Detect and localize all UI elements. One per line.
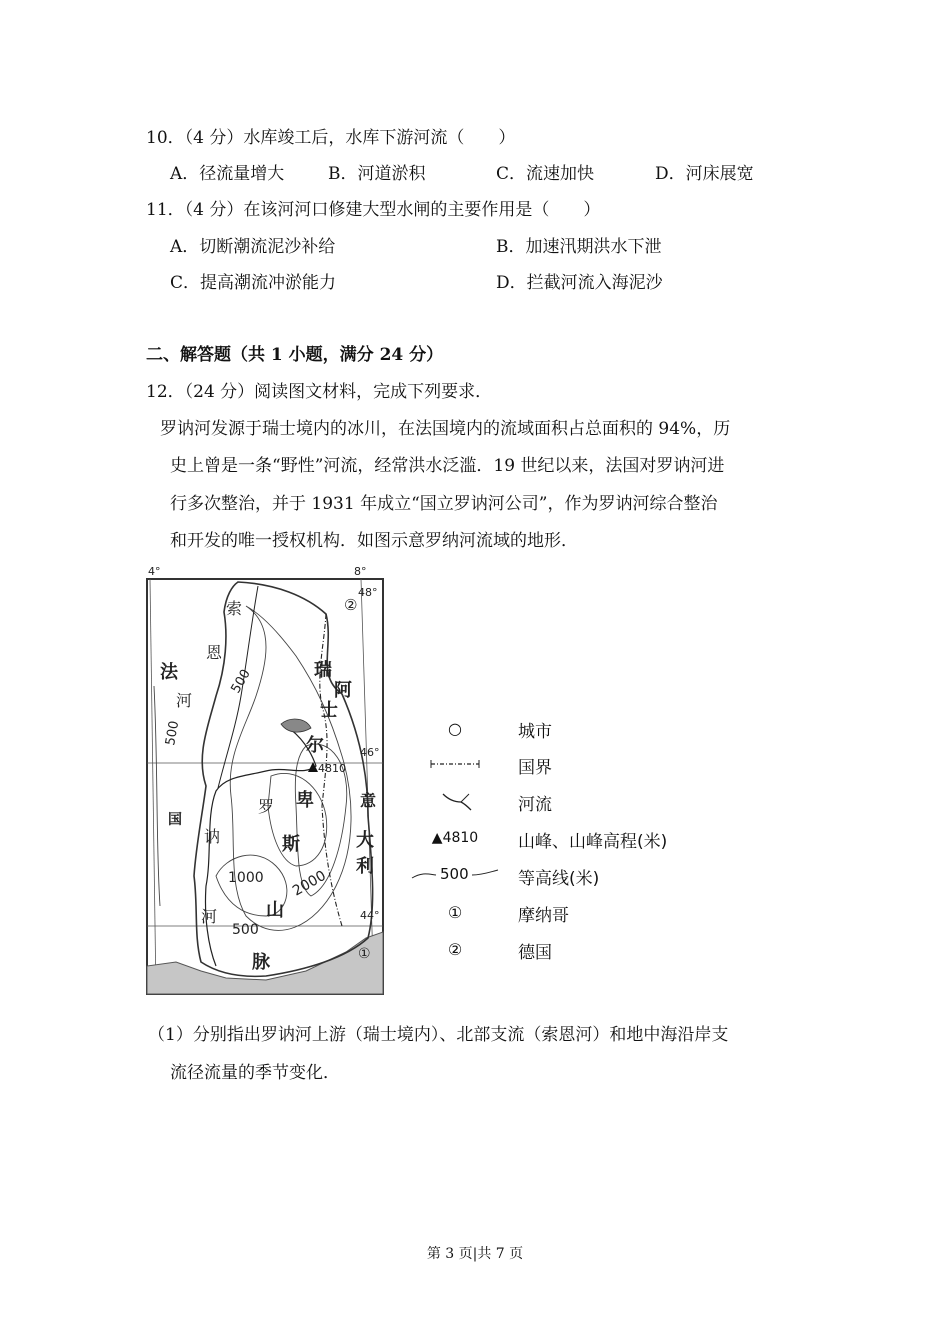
label-italy-2: 大: [356, 830, 374, 851]
marker-2-icon: ②: [447, 939, 463, 959]
map-frame: [147, 579, 383, 994]
legend-item-border: [410, 751, 730, 777]
label-alps-1: 阿: [334, 680, 352, 701]
label-france-2: 国: [168, 812, 182, 828]
peak-elevation-label: 4810: [318, 762, 346, 775]
legend-item-monaco: [410, 899, 730, 925]
legend-item-germany: [410, 936, 730, 962]
lat-label-48: 48°: [358, 586, 378, 599]
marker-1-icon: ①: [447, 902, 463, 922]
passage-line-1: 罗讷河发源于瑞士境内的冰川，在法国境内的流域面积占总面积的 94%，历: [160, 419, 731, 439]
contour-label-2000: 2000: [290, 867, 329, 900]
lon-label-4: 4°: [148, 566, 161, 578]
label-alps-5: 山: [266, 900, 284, 921]
contour-label-500-b: 500: [163, 719, 183, 747]
lat-label-44: 44°: [360, 909, 380, 922]
label-switzerland-1: 瑞: [314, 660, 332, 681]
legend-label-contour: 等高线(米): [518, 869, 600, 889]
legend-label-river: 河流: [518, 795, 552, 815]
label-alps-4: 斯: [282, 834, 300, 855]
border-line-icon: [410, 751, 500, 777]
rhone-basin-map: [146, 566, 386, 996]
contour-line-icon: [410, 862, 500, 888]
q11-option-c: C．提高潮流冲淤能力: [170, 273, 337, 293]
section-heading: 二、解答题（共 1 小题，满分 24 分）: [146, 345, 444, 365]
contour-legend-value: 500: [440, 865, 469, 883]
contour-label-500-c: 500: [232, 922, 259, 938]
label-rhone-1: 罗: [258, 797, 275, 816]
legend-label-border: 国界: [518, 758, 552, 778]
label-alps-3: 卑: [296, 790, 314, 811]
q12-stem: 12．（24 分）阅读图文材料，完成下列要求．: [146, 382, 493, 402]
contour-label-500-a: 500: [228, 666, 254, 696]
label-saone-1: 索: [226, 599, 243, 618]
page-footer: 第 3 页|共 7 页: [426, 1246, 524, 1262]
label-alps-6: 脉: [252, 952, 270, 973]
legend-item-river: [410, 788, 730, 814]
q11-option-b: B．加速汛期洪水下泄: [496, 237, 662, 257]
legend-label-germany: 德国: [518, 943, 552, 963]
marker-monaco: ①: [358, 946, 371, 962]
q11-option-a: A．切断潮流泥沙补给: [170, 237, 336, 257]
sub1-line-2: 流径流量的季节变化．: [170, 1063, 340, 1083]
label-alps-2: 尔: [306, 735, 324, 756]
sub1-line-1: （1）分别指出罗讷河上游（瑞士境内）、北部支流（索恩河）和地中海沿岸支: [148, 1025, 729, 1045]
lon-label-8: 8°: [354, 566, 367, 578]
label-saone-2: 恩: [206, 643, 223, 662]
label-saone-3: 河: [176, 691, 193, 710]
label-italy-3: 利: [356, 856, 374, 877]
passage-line-3: 行多次整治，并于 1931 年成立“国立罗讷河公司”，作为罗讷河综合整治: [170, 494, 718, 514]
legend-label-peak: 山峰、山峰高程(米): [518, 832, 668, 852]
label-switzerland-2: 士: [320, 700, 338, 721]
q10-stem: 10．（4 分）水库竣工后，水库下游河流（ ）: [146, 128, 516, 148]
q11-option-d: D．拦截河流入海泥沙: [496, 273, 663, 293]
passage-line-2: 史上曾是一条“野性”河流，经常洪水泛滥．19 世纪以来，法国对罗讷河进: [170, 456, 725, 476]
label-france-1: 法: [160, 662, 178, 683]
river-line-icon: [410, 788, 500, 814]
legend-item-city: [410, 715, 730, 741]
legend-item-contour: [410, 862, 730, 888]
label-italy-1: 意: [360, 791, 377, 810]
contour-label-1000: 1000: [228, 870, 264, 886]
q10-option-b: B．河道淤积: [328, 164, 426, 184]
legend-label-monaco: 摩纳哥: [518, 906, 569, 926]
legend-label-city: 城市: [518, 722, 552, 742]
lat-label-46: 46°: [360, 746, 380, 759]
q10-option-a: A．径流量增大: [170, 164, 285, 184]
q10-option-d: D．河床展宽: [655, 164, 754, 184]
label-rhone-3: 河: [201, 907, 218, 926]
q11-stem: 11．（4 分）在该河河口修建大型水闸的主要作用是（ ）: [146, 200, 601, 220]
city-circle-icon: ○: [448, 718, 462, 738]
label-rhone-2: 讷: [204, 827, 221, 846]
q10-option-c: C．流速加快: [496, 164, 595, 184]
legend-item-peak: [410, 825, 730, 851]
marker-germany: ②: [344, 596, 358, 614]
passage-line-4: 和开发的唯一授权机构．如图示意罗纳河流域的地形．: [170, 531, 578, 551]
peak-triangle-icon: ▲4810: [431, 830, 479, 846]
